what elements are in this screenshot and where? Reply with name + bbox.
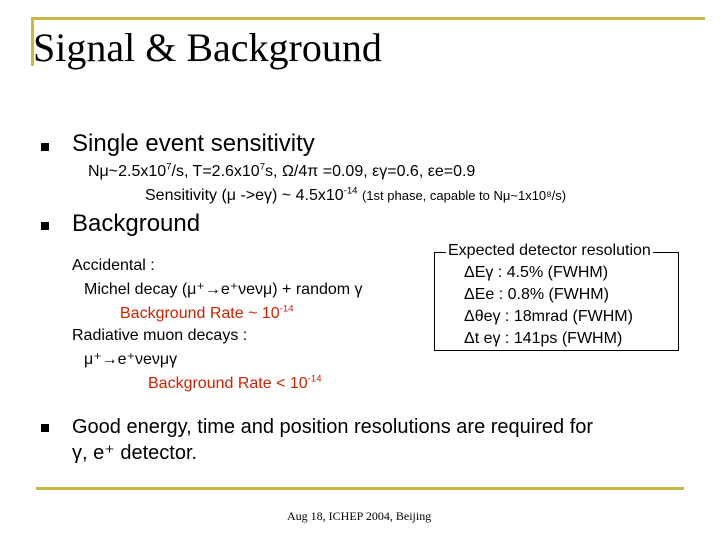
background-rate-1: [120, 304, 294, 324]
bullet-background: Background: [72, 210, 201, 237]
param-nmu: Nμ~2.5x10: [88, 163, 167, 180]
radiative-equation: μ⁺→e⁺νeνμγ: [84, 351, 178, 368]
resolution-list: [464, 262, 633, 350]
accidental-label: Accidental :: [72, 257, 155, 274]
bullet-marker: [41, 222, 49, 230]
sensitivity-value: [145, 186, 566, 206]
sensitivity-exp: -14: [343, 185, 358, 197]
radiative-label: Radiative muon decays :: [72, 327, 248, 344]
bullet-marker: [41, 143, 49, 151]
param-t: /s, T=2.6x10: [171, 163, 260, 180]
page-title: Signal & Background: [33, 25, 382, 70]
bullet-marker: [41, 424, 49, 432]
rate1-text: Background Rate ~ 10: [120, 305, 280, 322]
bullet-sensitivity: Single event sensitivity: [72, 130, 315, 157]
param-exp1: 7: [166, 161, 172, 173]
title-top-rule: [31, 17, 705, 20]
param-exp2: 7: [259, 161, 266, 173]
resolution-egamma: ΔEγ : 4.5% (FWHM): [464, 264, 609, 281]
sensitivity-note: (1st phase, capable to Nμ~1x10⁸/s): [361, 188, 567, 203]
rate2-text: Background Rate < 10: [148, 375, 308, 392]
resolution-ee: ΔEe : 0.8% (FWHM): [464, 286, 609, 303]
michel-decay: Michel decay (μ⁺→e⁺νeνμ) + random γ: [84, 281, 363, 298]
sensitivity-text: Sensitivity (μ ->eγ) ~ 4.5x10: [145, 187, 344, 204]
resolutions-line2: γ, e⁺ detector.: [72, 442, 198, 464]
resolution-theta: Δθeγ : 18mrad (FWHM): [464, 308, 633, 325]
rate2-exp: -14: [307, 373, 322, 385]
footer-text: Aug 18, ICHEP 2004, Beijing: [287, 509, 432, 523]
footer-rule: [36, 487, 684, 490]
bullet-resolutions: [72, 414, 593, 466]
sensitivity-params: [88, 162, 475, 182]
background-rate-2: [148, 374, 322, 394]
param-rest: s, Ω/4π =0.09, εγ=0.6, εe=0.9: [265, 163, 476, 180]
rate1-exp: -14: [279, 303, 294, 315]
resolutions-line1: Good energy, time and position resolutions are required for: [72, 416, 594, 438]
resolution-time: Δt eγ : 141ps (FWHM): [464, 330, 623, 347]
resolution-box-title: Expected detector resolution: [448, 242, 651, 259]
